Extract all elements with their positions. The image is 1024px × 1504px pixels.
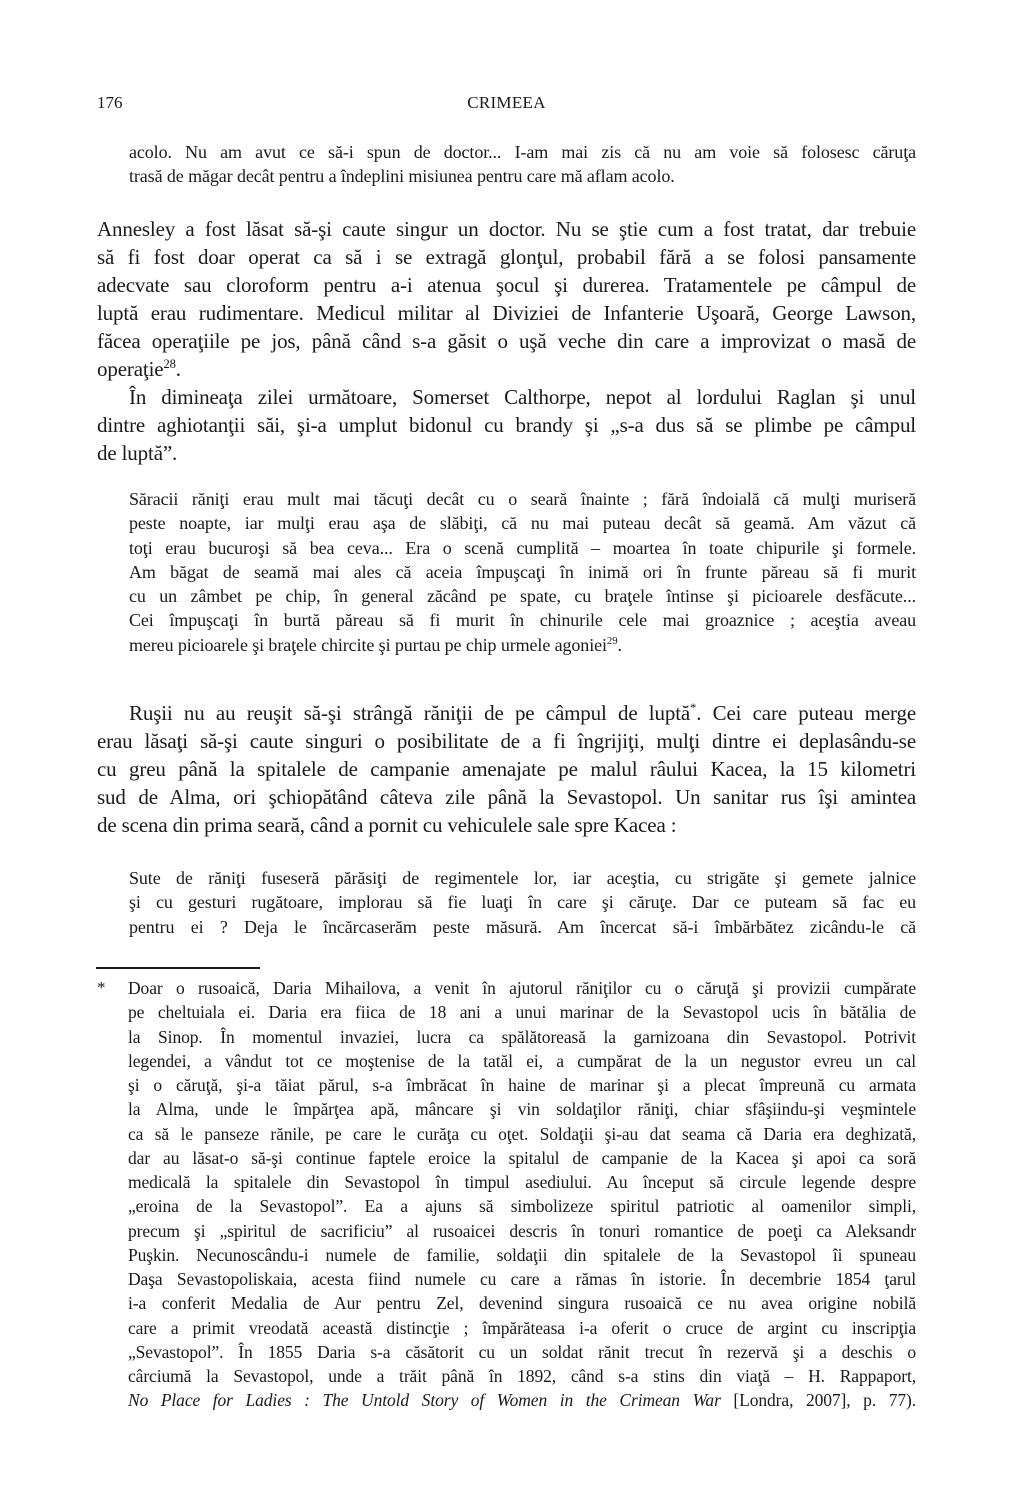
footnote-line: dar au lăsat-o să-şi continue faptele eroice la spitalul de campanie de la Kacea şi apoi ca soră — [128, 1147, 916, 1168]
footnote-line: precum şi „spiritul de sacrificiu” al rusoaicei descris în tonuri romantice de poeţi ca Aleksandr — [128, 1220, 916, 1241]
footnote-line: i-a conferit Medalia de Aur pentru Zel, devenind singura rusoaică ce nu avea origine nobilă — [128, 1293, 916, 1314]
paragraph-line: erau lăsaţi să-şi caute singuri o posibilitate de a fi îngrijiţi, mulţi dintre ei deplasându-se — [97, 729, 916, 753]
footnote-citation-line — [128, 1388, 916, 1412]
paragraph-line: Annesley a fost lăsat să-şi caute singur un doctor. Nu se ştie cum a fost tratat, dar trebuie — [97, 217, 916, 241]
paragraph-line: dintre aghiotanţii săi, şi-a umplut bidonul cu brandy şi „s-a dus să se plimbe pe câmpul — [97, 413, 916, 437]
quote-line: Sute de răniţi fuseseră părăsiţi de regimentele lor, iar aceştia, cu strigăte şi gemete jalnice — [129, 868, 916, 888]
footnote-line: legendei, a vândut tot ce moştenise de la tatăl ei, a cumpărat de la un negustor evreu un cal — [128, 1050, 916, 1071]
block-quote-1 — [129, 140, 916, 189]
footnote-body — [128, 976, 916, 1413]
paragraph-line: cu greu până la spitalele de campanie amenajate pe malul râului Kacea, la 15 kilometri — [97, 757, 916, 781]
citation-title: No Place for Ladies : The Untold Story of Women in the Crimean War — [128, 1390, 721, 1411]
punctuation: . — [617, 634, 622, 655]
page-number: 176 — [97, 93, 123, 112]
paragraph-line: de luptă”. — [97, 441, 178, 465]
quote-line: şi cu gesturi rugătoare, implorau să fie luaţi în care şi căruţe. Dar ce puteam să fac eu — [129, 892, 916, 913]
paragraph-text: Ruşii nu au reuşit să-şi strângă răniţii de pe câmpul de luptă — [129, 701, 691, 725]
quote-line: Am băgat de seamă mai ales că aceia împuşcaţi în inimă ori în frunte păreau să fi murit — [129, 561, 916, 582]
body-paragraph-1 — [97, 215, 916, 383]
footnote-line: pe cheltuiala ei. Daria era fiica de 18 ani a unui marinar de la Sevastopol ucis în bătălia de — [128, 1002, 916, 1023]
running-title: CRIMEEA — [467, 93, 546, 112]
footnote-ref-29[interactable]: 29 — [606, 634, 618, 647]
footnote-line: Daşa Sevastopoliskaia, acesta fiind numele cu care a rămas în istorie. În decembrie 1854 ţarul — [128, 1269, 916, 1289]
quote-text: mereu picioarele şi braţele chircite şi purtau pe chip urmele agoniei — [129, 634, 607, 655]
footnote-line: Doar o rusoaică, Daria Mihailova, a venit în ajutorul răniţilor cu o căruţă şi provizii cumpărate — [128, 978, 916, 998]
footnote-line: şi o căruţă, şi-a tăiat părul, s-a îmbrăcat în haine de marinar şi a plecat împreună cu armata — [128, 1075, 916, 1095]
footnote-line: cârciumă la Sevastopol, unde a trăit până în 1892, când s-a stins din viaţă – H. Rappaport, — [128, 1366, 916, 1386]
quote-line: pentru ei ? Deja le încărcaserăm peste măsură. Am încercat să-i îmbărbătez zicându-le că — [129, 916, 916, 937]
body-paragraph-3 — [97, 699, 916, 839]
footnote-marker: * — [97, 978, 106, 997]
paragraph-line-last — [97, 355, 916, 383]
footnote-line: „eroina de la Sevastopol”. Ea a ajuns să simbolizeze spiritul patriotic al oamenilor simpli, — [128, 1196, 916, 1217]
quote-line: trasă de măgar decât pentru a îndeplini misiunea pentru care mă aflam acolo. — [129, 166, 675, 187]
paragraph-line: adecvate sau cloroform pentru a-i atenua şocul şi durerea. Tratamentele pe câmpul de — [97, 273, 916, 297]
paragraph-line: să fi fost doar operat ca să i se extragă glonţul, probabil fără a se folosi pansamente — [97, 245, 916, 269]
paragraph-text: operaţie — [97, 357, 164, 381]
footnote-separator — [96, 967, 260, 969]
footnote-line: Puşkin. Necunoscându-i numele de familie, soldaţii din spitalele de la Sevastopol îi spuneau — [128, 1244, 916, 1265]
paragraph-line: de scena din prima seară, când a pornit cu vehiculele sale spre Kacea : — [97, 813, 677, 837]
footnote-ref-28[interactable]: 28 — [163, 357, 176, 371]
paragraph-line: În dimineaţa zilei următoare, Somerset Calthorpe, nepot al lordului Raglan şi unul — [129, 385, 916, 409]
citation-details: [Londra, 2007], p. 77). — [720, 1390, 916, 1411]
paragraph-line: făcea operaţiile pe jos, până când s-a găsit o uşă veche din care a improvizat o masă de — [97, 329, 916, 353]
quote-line: peste noapte, iar mulţi erau aşa de slăbiţi, că nu mai puteau decât să geamă. Am văzut că — [129, 513, 916, 534]
block-quote-2 — [129, 487, 916, 657]
quote-line-last — [129, 633, 916, 657]
footnote-line: care a primit vreodată această distincţie ; împărăteasa i-a oferit o cruce de argint cu inscripţia — [128, 1317, 916, 1338]
running-head — [97, 92, 916, 114]
paragraph-line: luptă erau rudimentare. Medicul militar al Diviziei de Infanterie Uşoară, George Lawson, — [97, 301, 916, 325]
quote-line: cu un zâmbet pe chip, în general zăcând pe spate, cu braţele întinse şi picioarele desfăcute... — [129, 586, 916, 607]
footnote-line: ca să le panseze rănile, pe care le curăţa cu oţet. Soldaţii şi-au dat seama că Daria era deghizată, — [128, 1123, 916, 1144]
footnote-line: la Alma, unde le împărţea apă, mâncare şi vin soldaţilor răniţi, chiar sfâşiindu-şi veşmintele — [128, 1099, 916, 1120]
quote-line: toţi erau bucuroşi să bea ceva... Era o scenă cumplită – moartea în toate chipurile şi formele. — [129, 537, 916, 558]
footnote-line: medicală la spitalele din Sevastopol în timpul asediului. Au început să circule legende despre — [128, 1172, 916, 1192]
quote-line: Săracii răniţi erau mult mai tăcuţi decât cu o seară înainte ; fără îndoială că mulţi muriseră — [129, 489, 916, 509]
footnote-line: „Sevastopol”. În 1855 Daria s-a căsătorit cu un soldat rănit trecut în rezervă şi a deschis o — [128, 1341, 916, 1362]
paragraph-text: . Cei care puteau merge — [696, 701, 916, 725]
paragraph-line-first — [97, 699, 916, 727]
body-paragraph-2 — [97, 383, 916, 467]
punctuation: . — [175, 357, 181, 381]
paragraph-line: sud de Alma, ori şchiopătând câteva zile până la Sevastopol. Un sanitar rus îşi amintea — [97, 785, 916, 809]
quote-line: Cei împuşcaţi în burtă păreau să fi murit în chinurile cele mai groaznice ; aceştia aveau — [129, 610, 916, 631]
footnote-line: la Sinop. În momentul invaziei, lucra ca spălătoreasă la garnizoana din Sevastopol. Potrivit — [128, 1026, 916, 1047]
quote-line: acolo. Nu am avut ce să-i spun de doctor... I-am mai zis că nu am voie să folosesc căruţa — [129, 142, 916, 162]
block-quote-3 — [129, 866, 916, 939]
footnote-ref-asterisk[interactable]: * — [690, 701, 697, 715]
